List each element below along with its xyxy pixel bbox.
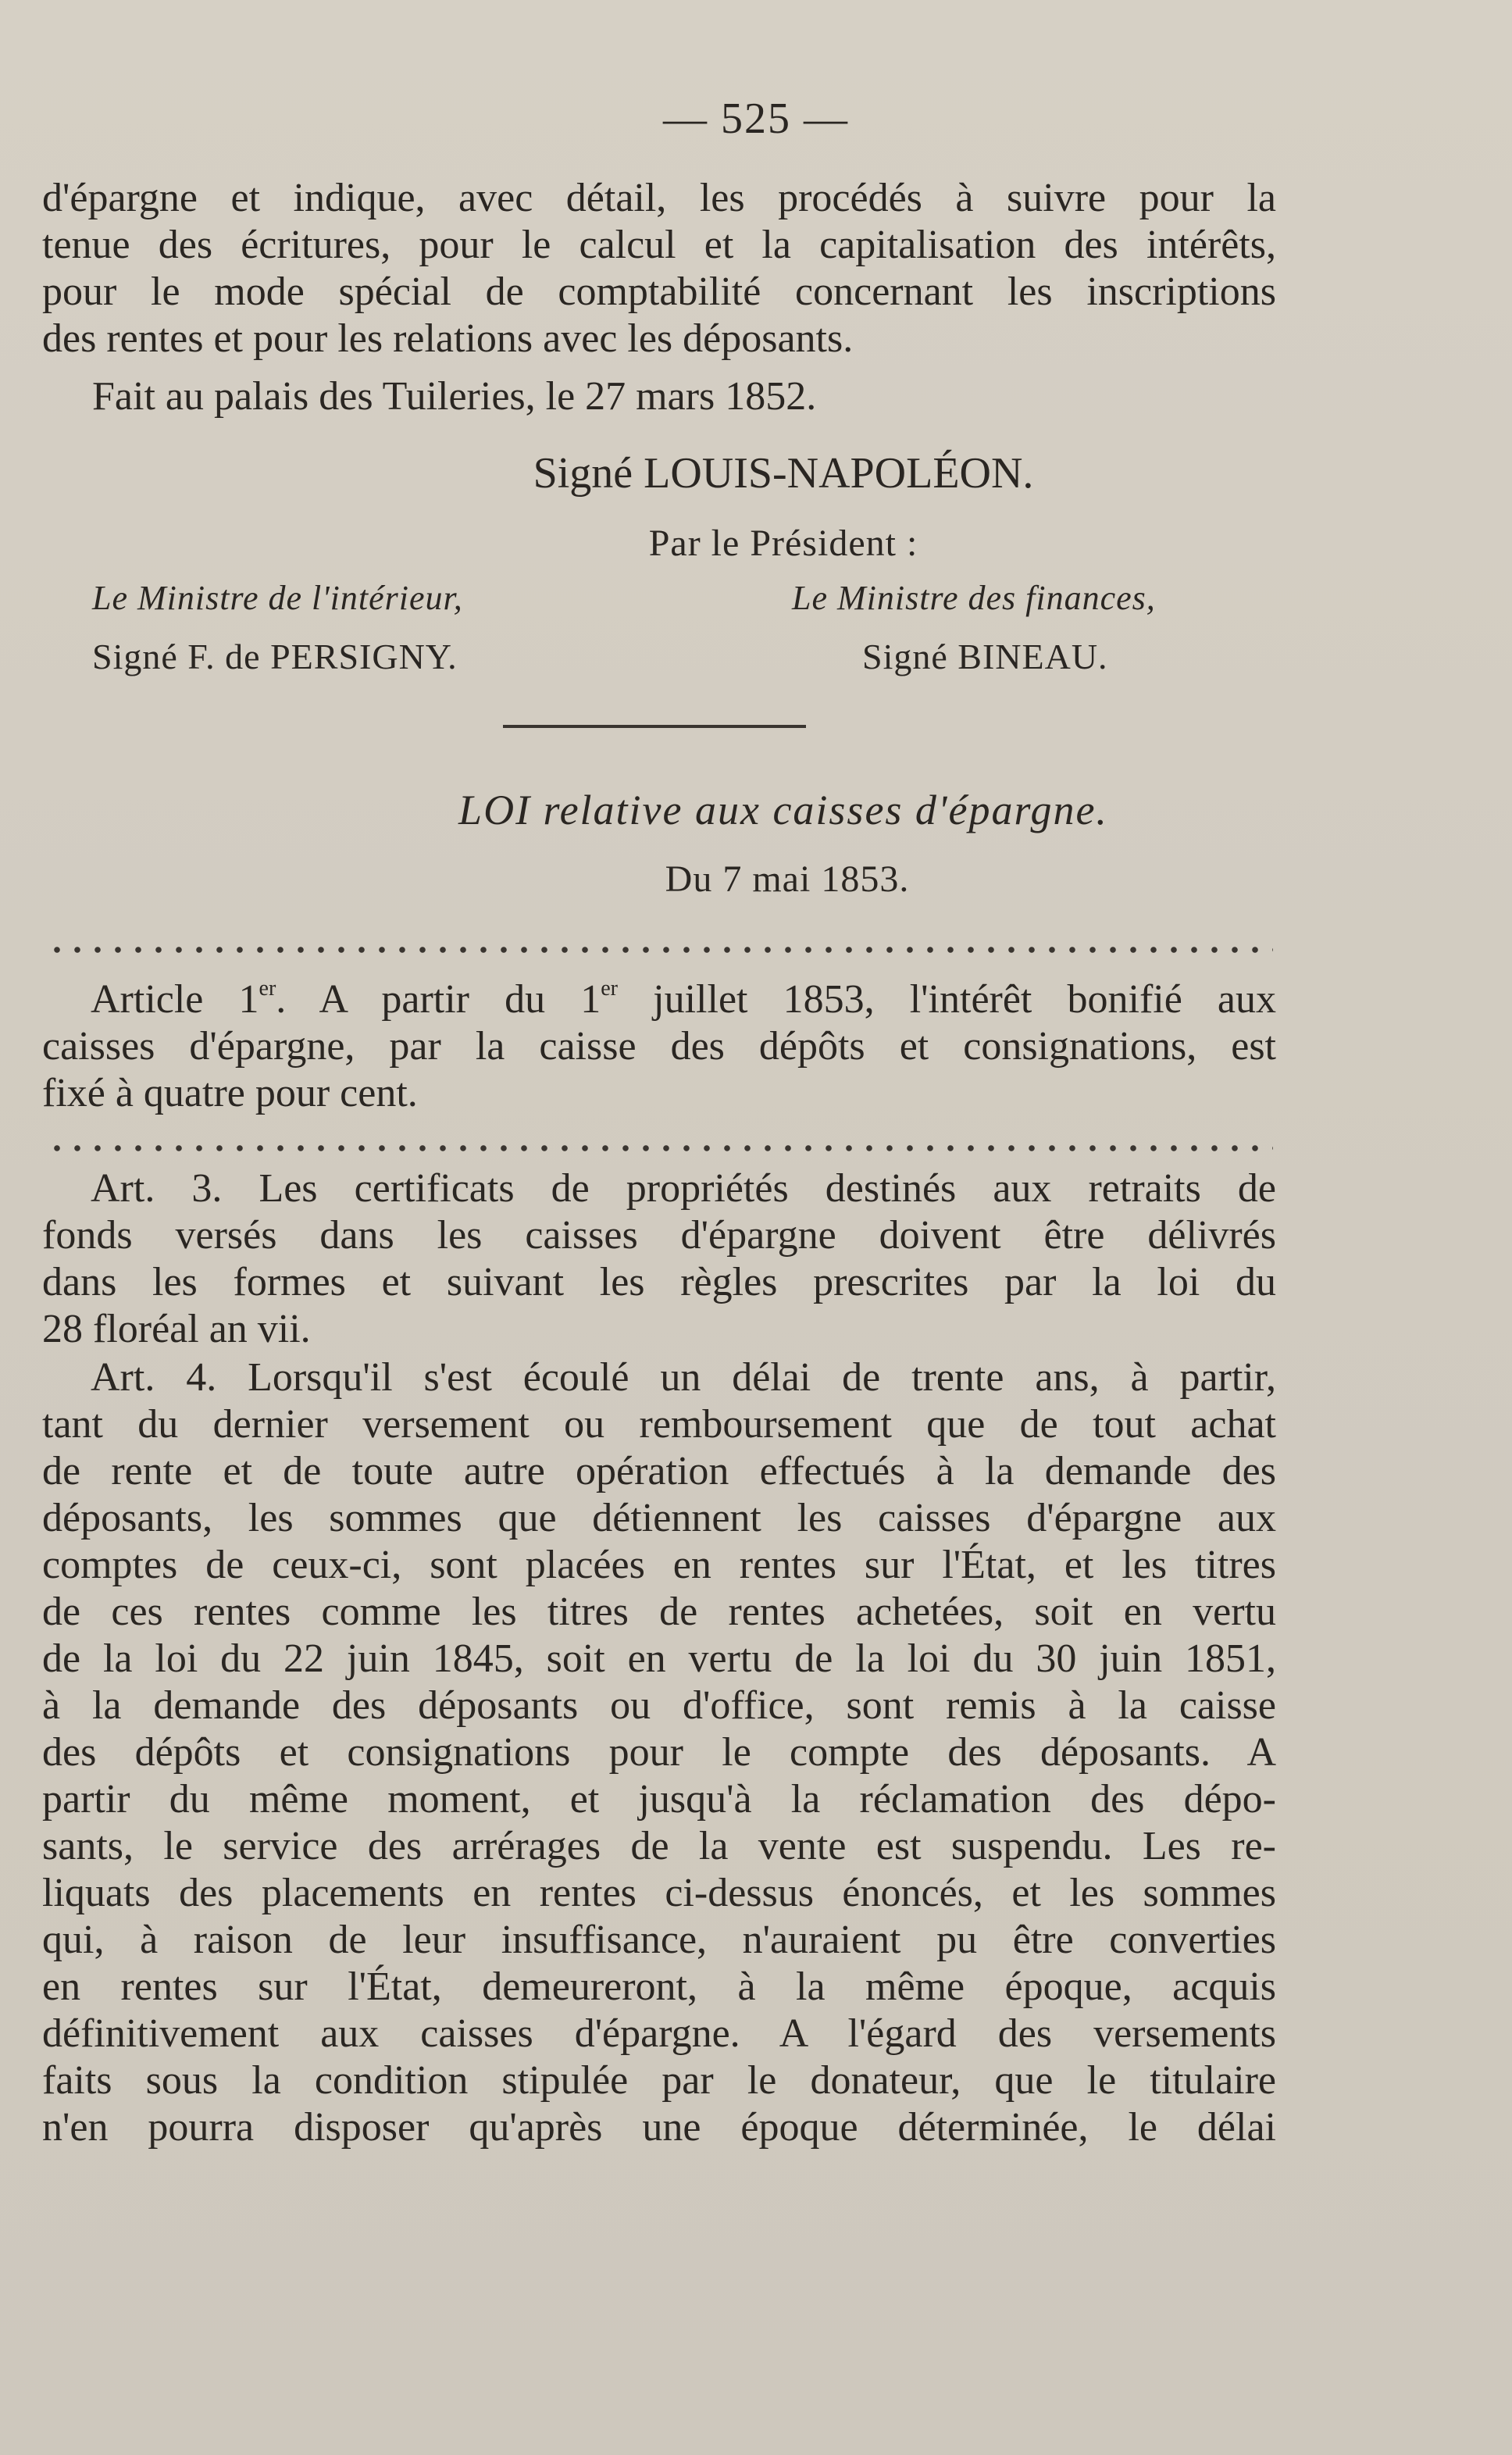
text-line: partir du même moment, et jusqu'à la réclamation des dépo- xyxy=(42,1777,1276,1822)
text-line: définitivement aux caisses d'épargne. A l'égard des versements xyxy=(42,2011,1276,2056)
text-line: n'en pourra disposer qu'après une époque déterminée, le délai xyxy=(42,2105,1276,2150)
text-line: tenue des écritures, pour le calcul et la capitalisation des intérêts, xyxy=(42,223,1276,267)
minister-interior-title: Le Ministre de l'intérieur, xyxy=(92,579,463,617)
text-line: 28 floréal an vii. xyxy=(42,1307,311,1351)
law-date: Du 7 mai 1853. xyxy=(665,858,910,900)
intro-paragraph xyxy=(42,175,1276,362)
text-line xyxy=(42,976,1276,1023)
signature-persigny: Signé F. de PERSIGNY. xyxy=(92,637,458,676)
text-line: liquats des placements en rentes ci-dessus énoncés, et les sommes xyxy=(42,1871,1276,1915)
text-line: de rente et de toute autre opération effectués à la demande des xyxy=(42,1449,1276,1493)
text-line xyxy=(42,1165,1276,1212)
article-1 xyxy=(42,976,1276,1117)
signature-bineau: Signé BINEAU. xyxy=(862,637,1108,676)
text-line: sants, le service des arrérages de la vente est suspendu. Les re- xyxy=(42,1824,1276,1868)
par-le-president: Par le Président : xyxy=(648,523,918,564)
ordinal-sup: er xyxy=(259,976,276,1001)
article-4 xyxy=(42,1354,1276,2151)
text-line: des rentes et pour les relations avec les déposants. xyxy=(42,316,854,361)
ellipsis-divider xyxy=(47,945,1273,955)
text-line: dans les formes et suivant les règles prescrites par la loi du xyxy=(42,1260,1276,1304)
text-fragment: Art. 3. Les certificats de propriétés destinés aux retraits de xyxy=(91,1166,1276,1211)
date-place-line: Fait au palais des Tuileries, le 27 mars 1852. xyxy=(92,374,817,419)
text-fragment: juillet 1853, l'intérêt bonifié aux xyxy=(618,977,1277,1022)
minister-finance-title: Le Ministre des finances, xyxy=(792,579,1156,617)
text-line: en rentes sur l'État, demeureront, à la même époque, acquis xyxy=(42,1964,1276,2009)
page-number: — 525 — xyxy=(663,95,849,143)
text-fragment: . A partir du 1 xyxy=(276,977,601,1022)
text-line: à la demande des déposants ou d'office, sont remis à la caisse xyxy=(42,1683,1276,1728)
ellipsis-divider xyxy=(47,1144,1273,1153)
text-line: d'épargne et indique, avec détail, les procédés à suivre pour la xyxy=(42,176,1276,220)
text-line: caisses d'épargne, par la caisse des dépôts et consignations, est xyxy=(42,1024,1276,1069)
text-line: fonds versés dans les caisses d'épargne doivent être délivrés xyxy=(42,1213,1276,1258)
law-title: LOI relative aux caisses d'épargne. xyxy=(458,787,1108,833)
text-fragment: Art. 4. Lorsqu'il s'est écoulé un délai de trente ans, à partir, xyxy=(91,1355,1276,1400)
article-label: Article 1 xyxy=(91,977,259,1022)
text-line: pour le mode spécial de comptabilité concernant les inscriptions xyxy=(42,269,1276,314)
article-3 xyxy=(42,1165,1276,1353)
section-divider xyxy=(503,725,806,728)
text-line: des dépôts et consignations pour le compte des déposants. A xyxy=(42,1730,1276,1775)
text-line: qui, à raison de leur insuffisance, n'auraient pu être converties xyxy=(42,1918,1276,1962)
text-line: faits sous la condition stipulée par le donateur, que le titulaire xyxy=(42,2058,1276,2103)
text-line: de ces rentes comme les titres de rentes achetées, soit en vertu xyxy=(42,1590,1276,1634)
text-line: comptes de ceux-ci, sont placées en rentes sur l'État, et les titres xyxy=(42,1543,1276,1587)
text-line: déposants, les sommes que détiennent les caisses d'épargne aux xyxy=(42,1496,1276,1540)
text-line xyxy=(42,1354,1276,1401)
ordinal-sup: er xyxy=(601,976,619,1001)
text-line: tant du dernier versement ou remboursement que de tout achat xyxy=(42,1402,1276,1447)
signature-president: Signé LOUIS-NAPOLÉON. xyxy=(533,449,1034,498)
text-line: fixé à quatre pour cent. xyxy=(42,1071,418,1115)
text-line: de la loi du 22 juin 1845, soit en vertu de la loi du 30 juin 1851, xyxy=(42,1636,1276,1681)
